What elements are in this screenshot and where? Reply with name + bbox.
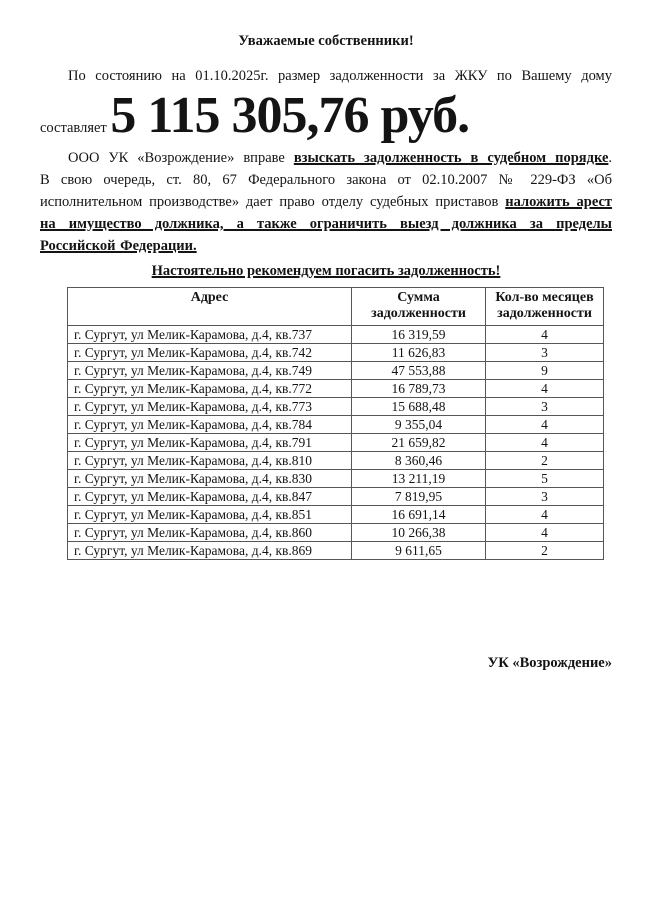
legal-paragraph (40, 147, 612, 257)
cell-amount: 13 211,19 (352, 470, 486, 488)
cell-address: г. Сургут, ул Мелик-Карамова, д.4, кв.773 (68, 398, 352, 416)
table-row (68, 506, 604, 524)
legal-line-1-plain: ООО УК «Возрождение» вправе (68, 150, 294, 167)
cell-months: 2 (486, 452, 604, 470)
legal-line-5-bold: Российской Федерации. (40, 238, 197, 255)
cell-months: 3 (486, 488, 604, 506)
cell-months: 4 (486, 326, 604, 344)
cell-months: 3 (486, 398, 604, 416)
cell-months: 5 (486, 470, 604, 488)
legal-line-3-bold: наложить арест (505, 194, 613, 211)
cell-address: г. Сургут, ул Мелик-Карамова, д.4, кв.847 (68, 488, 352, 506)
cell-address: г. Сургут, ул Мелик-Карамова, д.4, кв.869 (68, 542, 352, 560)
cell-amount: 47 553,88 (352, 362, 486, 380)
legal-line-1 (40, 147, 612, 169)
cell-amount: 9 611,65 (352, 542, 486, 560)
debt-table (67, 287, 604, 560)
cell-months: 4 (486, 416, 604, 434)
cell-address: г. Сургут, ул Мелик-Карамова, д.4, кв.860 (68, 524, 352, 542)
cell-amount: 21 659,82 (352, 434, 486, 452)
cell-amount: 15 688,48 (352, 398, 486, 416)
cell-months: 3 (486, 344, 604, 362)
header-months: Кол-во месяцев задолженности (486, 288, 604, 326)
cell-months: 4 (486, 434, 604, 452)
table-row (68, 524, 604, 542)
cell-address: г. Сургут, ул Мелик-Карамова, д.4, кв.830 (68, 470, 352, 488)
document-title: Уважаемые собственники! (238, 33, 414, 49)
table-row (68, 416, 604, 434)
legal-line-2: В свою очередь, ст. 80, 67 Федерального закона от 02.10.2007 № 229-ФЗ «Об (40, 172, 612, 189)
recommendation-line: Настоятельно рекомендуем погасить задолженность! (151, 263, 501, 280)
cell-amount: 16 319,59 (352, 326, 486, 344)
amount-prefix-label: составляет (40, 120, 111, 136)
cell-months: 4 (486, 506, 604, 524)
table-row (68, 452, 604, 470)
table-row (68, 488, 604, 506)
total-debt-amount: 5 115 305,76 руб. (110, 87, 470, 144)
table-row (68, 470, 604, 488)
legal-line-1-end: . (608, 150, 612, 167)
cell-address: г. Сургут, ул Мелик-Карамова, д.4, кв.810 (68, 452, 352, 470)
header-amount: Сумма задолженности (352, 288, 486, 326)
legal-line-4-bold: на имущество должника, а также ограничить выезд должника за пределы (40, 216, 612, 233)
legal-line-5 (40, 235, 612, 257)
cell-amount: 8 360,46 (352, 452, 486, 470)
intro-paragraph: По состоянию на 01.10.2025г. размер задолженности за ЖКУ по Вашему дому (68, 68, 612, 84)
cell-months: 9 (486, 362, 604, 380)
signature-company: УК «Возрождение» (487, 655, 612, 672)
debt-table-body (68, 326, 604, 560)
cell-address: г. Сургут, ул Мелик-Карамова, д.4, кв.749 (68, 362, 352, 380)
cell-months: 4 (486, 380, 604, 398)
legal-line-3 (40, 191, 612, 213)
table-row (68, 380, 604, 398)
cell-amount: 9 355,04 (352, 416, 486, 434)
cell-amount: 11 626,83 (352, 344, 486, 362)
table-row (68, 326, 604, 344)
table-row (68, 434, 604, 452)
debt-table-header (68, 288, 604, 326)
cell-months: 4 (486, 524, 604, 542)
legal-line-4 (40, 213, 612, 235)
cell-months: 2 (486, 542, 604, 560)
cell-address: г. Сургут, ул Мелик-Карамова, д.4, кв.742 (68, 344, 352, 362)
table-row (68, 362, 604, 380)
table-row (68, 398, 604, 416)
cell-address: г. Сургут, ул Мелик-Карамова, д.4, кв.784 (68, 416, 352, 434)
debt-amount-line (40, 87, 612, 145)
cell-amount: 7 819,95 (352, 488, 486, 506)
header-address: Адрес (68, 288, 352, 326)
table-row (68, 542, 604, 560)
legal-line-3-plain: исполнительном производстве» дает право отделу судебных приставов (40, 194, 506, 211)
header-row (68, 288, 604, 326)
cell-amount: 16 691,14 (352, 506, 486, 524)
cell-address: г. Сургут, ул Мелик-Карамова, д.4, кв.737 (68, 326, 352, 344)
cell-address: г. Сургут, ул Мелик-Карамова, д.4, кв.791 (68, 434, 352, 452)
cell-address: г. Сургут, ул Мелик-Карамова, д.4, кв.772 (68, 380, 352, 398)
legal-line-1-bold: взыскать задолженность в судебном порядке (293, 150, 609, 167)
table-row (68, 344, 604, 362)
cell-address: г. Сургут, ул Мелик-Карамова, д.4, кв.851 (68, 506, 352, 524)
cell-amount: 10 266,38 (352, 524, 486, 542)
cell-amount: 16 789,73 (352, 380, 486, 398)
